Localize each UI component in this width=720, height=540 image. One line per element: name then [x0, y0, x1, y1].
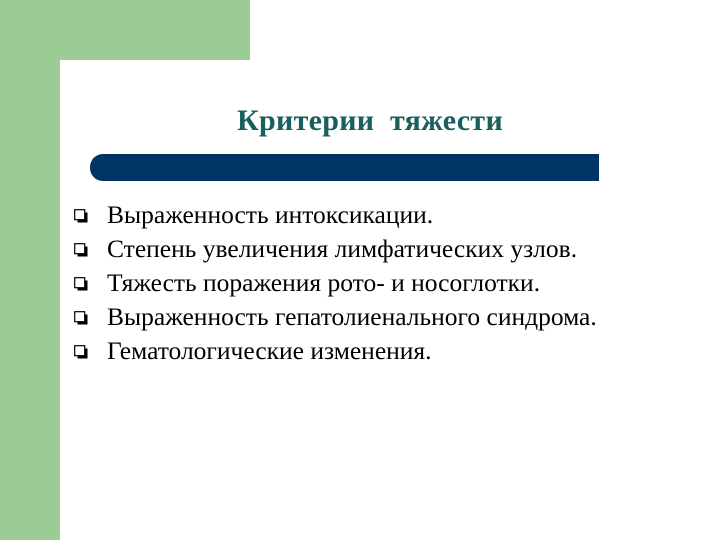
bullet-text: Гематологические изменения. — [107, 336, 432, 365]
bullet-item — [74, 302, 694, 331]
top-green-block — [0, 0, 250, 60]
bullet-text: Выраженность гепатолиенального синдрома. — [107, 302, 597, 331]
bullet-item — [74, 200, 694, 229]
hollow-square-bullet-icon — [74, 243, 88, 257]
hollow-square-bullet-icon — [74, 345, 88, 359]
bullet-text: Выраженность интоксикации. — [107, 200, 434, 229]
bullet-item — [74, 268, 694, 297]
bullet-text: Тяжесть поражения рото- и носоглотки. — [107, 268, 541, 297]
hollow-square-bullet-icon — [74, 277, 88, 291]
content-rounded-corner — [60, 60, 100, 100]
hollow-square-bullet-icon — [74, 311, 88, 325]
bullet-text: Степень увеличения лимфатических узлов. — [107, 234, 578, 263]
slide-title: Критерии тяжести — [236, 104, 504, 137]
bullet-item — [74, 336, 694, 365]
bullet-list — [74, 200, 694, 370]
title-underline-bar — [102, 154, 599, 181]
bullet-item — [74, 234, 694, 263]
left-green-strip — [0, 0, 60, 540]
hollow-square-bullet-icon — [74, 209, 88, 223]
